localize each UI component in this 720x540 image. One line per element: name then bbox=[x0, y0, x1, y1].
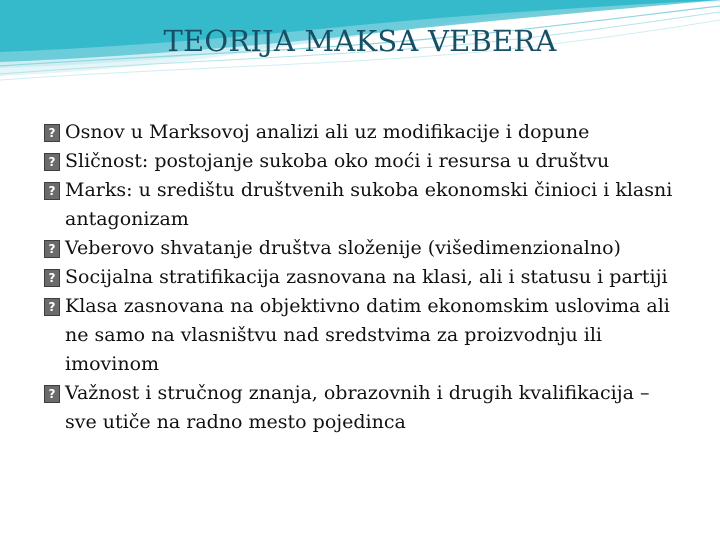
list-item-text: Osnov u Marksovoj analizi ali uz modifikacije i dopune bbox=[65, 121, 590, 143]
list-item-text: Važnost i stručnog znanja, obrazovnih i drugih kvalifikacija – sve utiče na radno mesto pojedinca bbox=[65, 382, 650, 433]
list-item-text: Klasa zasnovana na objektivno datim ekonomskim uslovima ali ne samo na vlasništvu nad sredstvima za proizvodnju ili imovinom bbox=[65, 295, 670, 375]
missing-glyph-icon: ? bbox=[44, 124, 60, 142]
missing-glyph-icon: ? bbox=[44, 240, 60, 258]
list-item bbox=[44, 234, 684, 263]
missing-glyph-icon: ? bbox=[44, 298, 60, 316]
list-item bbox=[44, 118, 684, 147]
list-item bbox=[44, 379, 684, 437]
missing-glyph-icon: ? bbox=[44, 182, 60, 200]
missing-glyph-icon: ? bbox=[44, 269, 60, 287]
list-item bbox=[44, 176, 684, 234]
bullet-list bbox=[44, 118, 684, 437]
list-item-text: Marks: u središtu društvenih sukoba ekonomski činioci i klasni antagonizam bbox=[65, 179, 673, 230]
list-item-text: Sličnost: postojanje sukoba oko moći i resursa u društvu bbox=[65, 150, 610, 172]
list-item bbox=[44, 147, 684, 176]
missing-glyph-icon: ? bbox=[44, 153, 60, 171]
list-item-text: Socijalna stratifikacija zasnovana na klasi, ali i statusu i partiji bbox=[65, 266, 668, 288]
missing-glyph-icon: ? bbox=[44, 385, 60, 403]
list-item bbox=[44, 263, 684, 292]
slide-title: TEORIJA MAKSA VEBERA bbox=[163, 24, 557, 58]
list-item bbox=[44, 292, 684, 379]
list-item-text: Veberovo shvatanje društva složenije (višedimenzionalno) bbox=[65, 237, 621, 259]
